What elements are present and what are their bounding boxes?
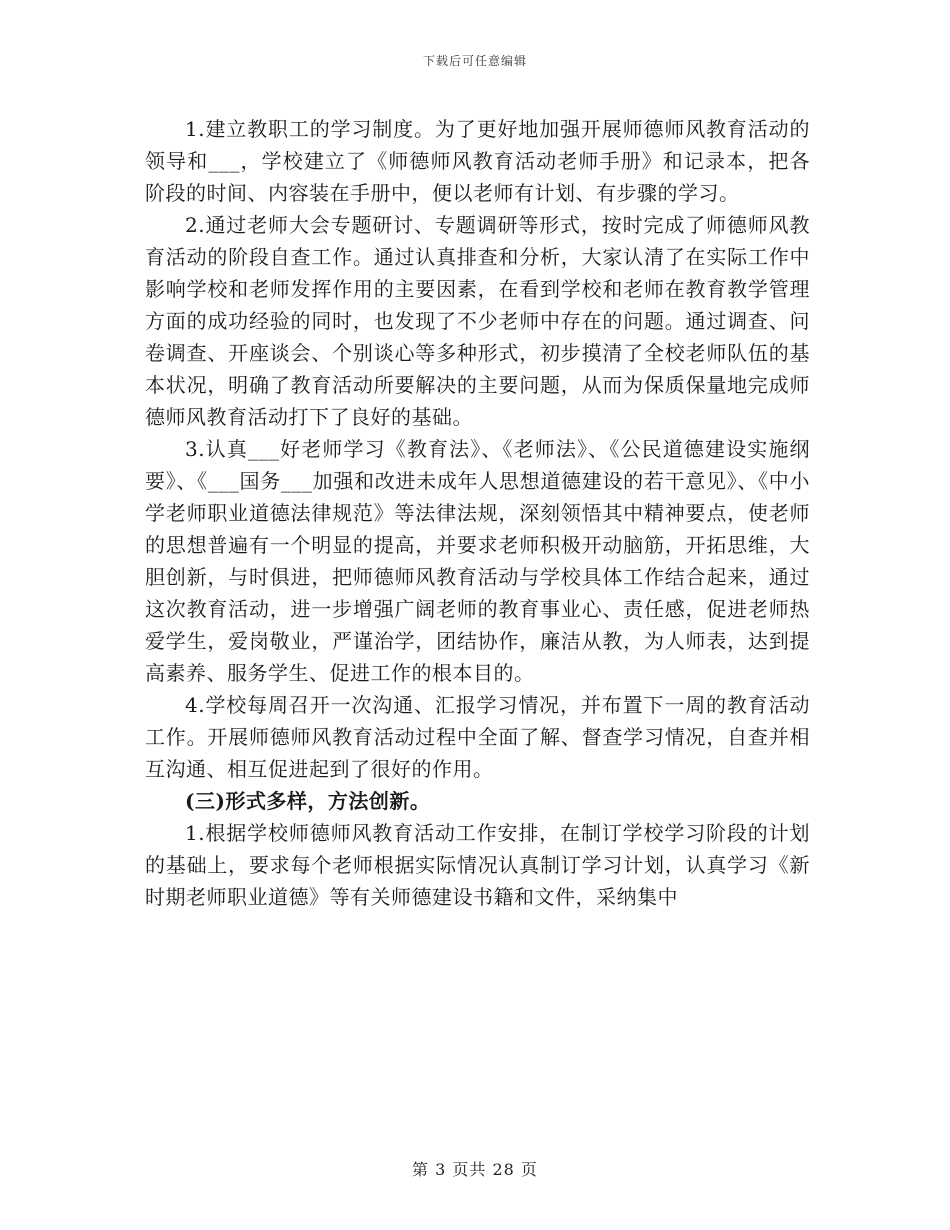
- paragraph-1: 1.建立教职工的学习制度。为了更好地加强开展师德师风教育活动的领导和___，学校建立了《师德师风教育活动老师手册》和记录本，把各阶段的时间、内容装在手册中，便以老师有计划、有步骤的学习。: [145, 117, 810, 205]
- paragraph-2: 2.通过老师大会专题研讨、专题调研等形式，按时完成了师德师风教育活动的阶段自查工作。通过认真排查和分析，大家认清了在实际工作中影响学校和老师发挥作用的主要因素，在看到学校和老师在教育教学管理方面的成功经验的同时，也发现了不少老师中存在的问题。通过调查、问卷调查、开座谈会、个别谈心等多种形式，初步摸清了全校老师队伍的基本状况，明确了教育活动所要解决的主要问题，从而为保质保量地完成师德师风教育活动打下了良好的基础。: [145, 213, 810, 429]
- paragraph-3: 3.认真___好老师学习《教育法》、《老师法》、《公民道德建设实施纲要》、《___国务___加强和改进未成年人思想道德建设的若干意见》、《中小学老师职业道德法律规范》等法律法规，深刻领悟其中精神要点，使老师的思想普遍有一个明显的提高，并要求老师积极开动脑筋，开拓思维，大胆创新，与时俱进，把师德师风教育活动与学校具体工作结合起来，通过这次教育活动，进一步增强广阔老师的教育事业心、责任感，促进老师热爱学生，爱岗敬业，严谨治学，团结协作，廉洁从教，为人师表，达到提高素养、服务学生、促进工作的根本目的。: [145, 437, 810, 685]
- paragraph-5: 1.根据学校师德师风教育活动工作安排，在制订学校学习阶段的计划的基础上，要求每个老师根据实际情况认真制订学习计划，认真学习《新时期老师职业道德》等有关师德建设书籍和文件，采纳集中: [145, 821, 810, 909]
- document-body: [145, 113, 810, 913]
- page-header-note: 下载后可任意编辑: [422, 54, 527, 68]
- paragraph-4: 4.学校每周召开一次沟通、汇报学习情况，并布置下一周的教育活动工作。开展师德师风教育活动过程中全面了解、督查学习情况，自查并相互沟通、相互促进起到了很好的作用。: [145, 693, 810, 781]
- section-heading: (三)形式多样，方法创新。: [185, 789, 431, 813]
- page-number: 第 3 页共 28 页: [412, 1160, 538, 1179]
